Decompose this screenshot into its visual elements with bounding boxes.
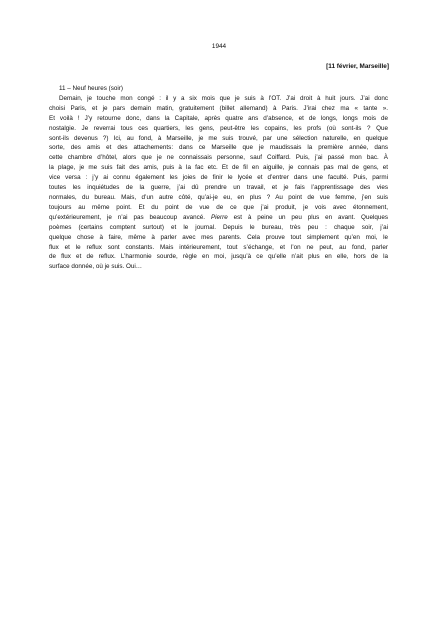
entry-line: flux et le reflux sont constants. Mais intérieurement, tout s’échange, et l’on ne peut, au fond, parler: [49, 243, 388, 251]
entry-line: cette chambre d’hôtel, alors que je ne connaissais personne, sauf Coiffard. Puis, j’ai passé mon bac. À: [49, 154, 388, 162]
entry-line: Et voilà ! J’y retourne donc, dans la Capitale, après quatre ans d’absence, et de longs, longs mois de: [49, 114, 388, 122]
entry-line: la plage, je me suis fait des amis, puis à la fac etc. Et de fil en aiguille, je connais pas mal de gens, et: [49, 164, 388, 172]
entry-line: quelque chose à faire, même à parler avec mes parents. Cela prouve tout simplement qu’en moi, le: [49, 233, 388, 241]
entry-line: choisi Paris, et je pars demain matin, gratuitement (billet allemand) à Paris. J’irai chez ma « tante ».: [49, 104, 388, 112]
entry-line: vice versa : j’y ai connu également les joies de finir le lycée et d’entrer dans une faculté. Puis, parmi: [49, 174, 388, 182]
italic-title-pierre: Pierre: [210, 213, 228, 221]
entry-line: de flux et de reflux. L’harmonie sourde, règle en moi, jusqu’à ce qu’elle n’ait plus en elle, hors de la: [49, 253, 388, 261]
entry-line: normales, du bureau. Mais, d’un autre côté, qu’ai-je eu, en plus ? Au point de vue femme, j’en suis: [49, 193, 388, 201]
page-year: 1944: [211, 43, 227, 50]
entry-line: sont-ils devenus ?) Ici, au fond, à Marseille, je me suis trouvé, par une sélection naturelle, en quelque: [49, 134, 388, 142]
entry-line-with-italic: [49, 213, 388, 223]
location-date-heading: [11 février, Marseille]: [326, 63, 389, 70]
entry-line-part: qu’extérieurement, je n’ai pas beaucoup avancé.: [49, 213, 206, 221]
diary-entry: [49, 84, 388, 272]
entry-line: nostalgie. Je reverrai tous ces quartiers, les gens, peut-être les copains, les profs (où sont-ils ? Que: [49, 124, 388, 132]
entry-line: poèmes (certains comptent surtout) et le journal. Depuis le bureau, très peu : chaque soir, j’ai: [49, 223, 388, 231]
entry-line-part: est à peine un peu plus en avant. Quelques: [227, 213, 389, 221]
entry-line: toujours au même point. Et du point de vue de ce que j’ai produit, je vois avec étonnement,: [49, 203, 388, 211]
entry-line: sorte, des amis et des attachements: dans ce Marseille que je maudissais la première année, dans: [49, 144, 388, 152]
entry-line: Demain, je touche mon congé : il y a six mois que je suis à l’OT. J’ai droit à huit jours. J’ai donc: [59, 94, 388, 102]
entry-line: surface donnée, où je suis. Oui…: [49, 263, 143, 271]
entry-time-heading: 11 – Neuf heures (soir): [59, 85, 123, 92]
entry-line: toutes les inquiétudes de la guerre, j’ai dû prendre un travail, et je fais l’apprentissage des vies: [49, 184, 388, 192]
